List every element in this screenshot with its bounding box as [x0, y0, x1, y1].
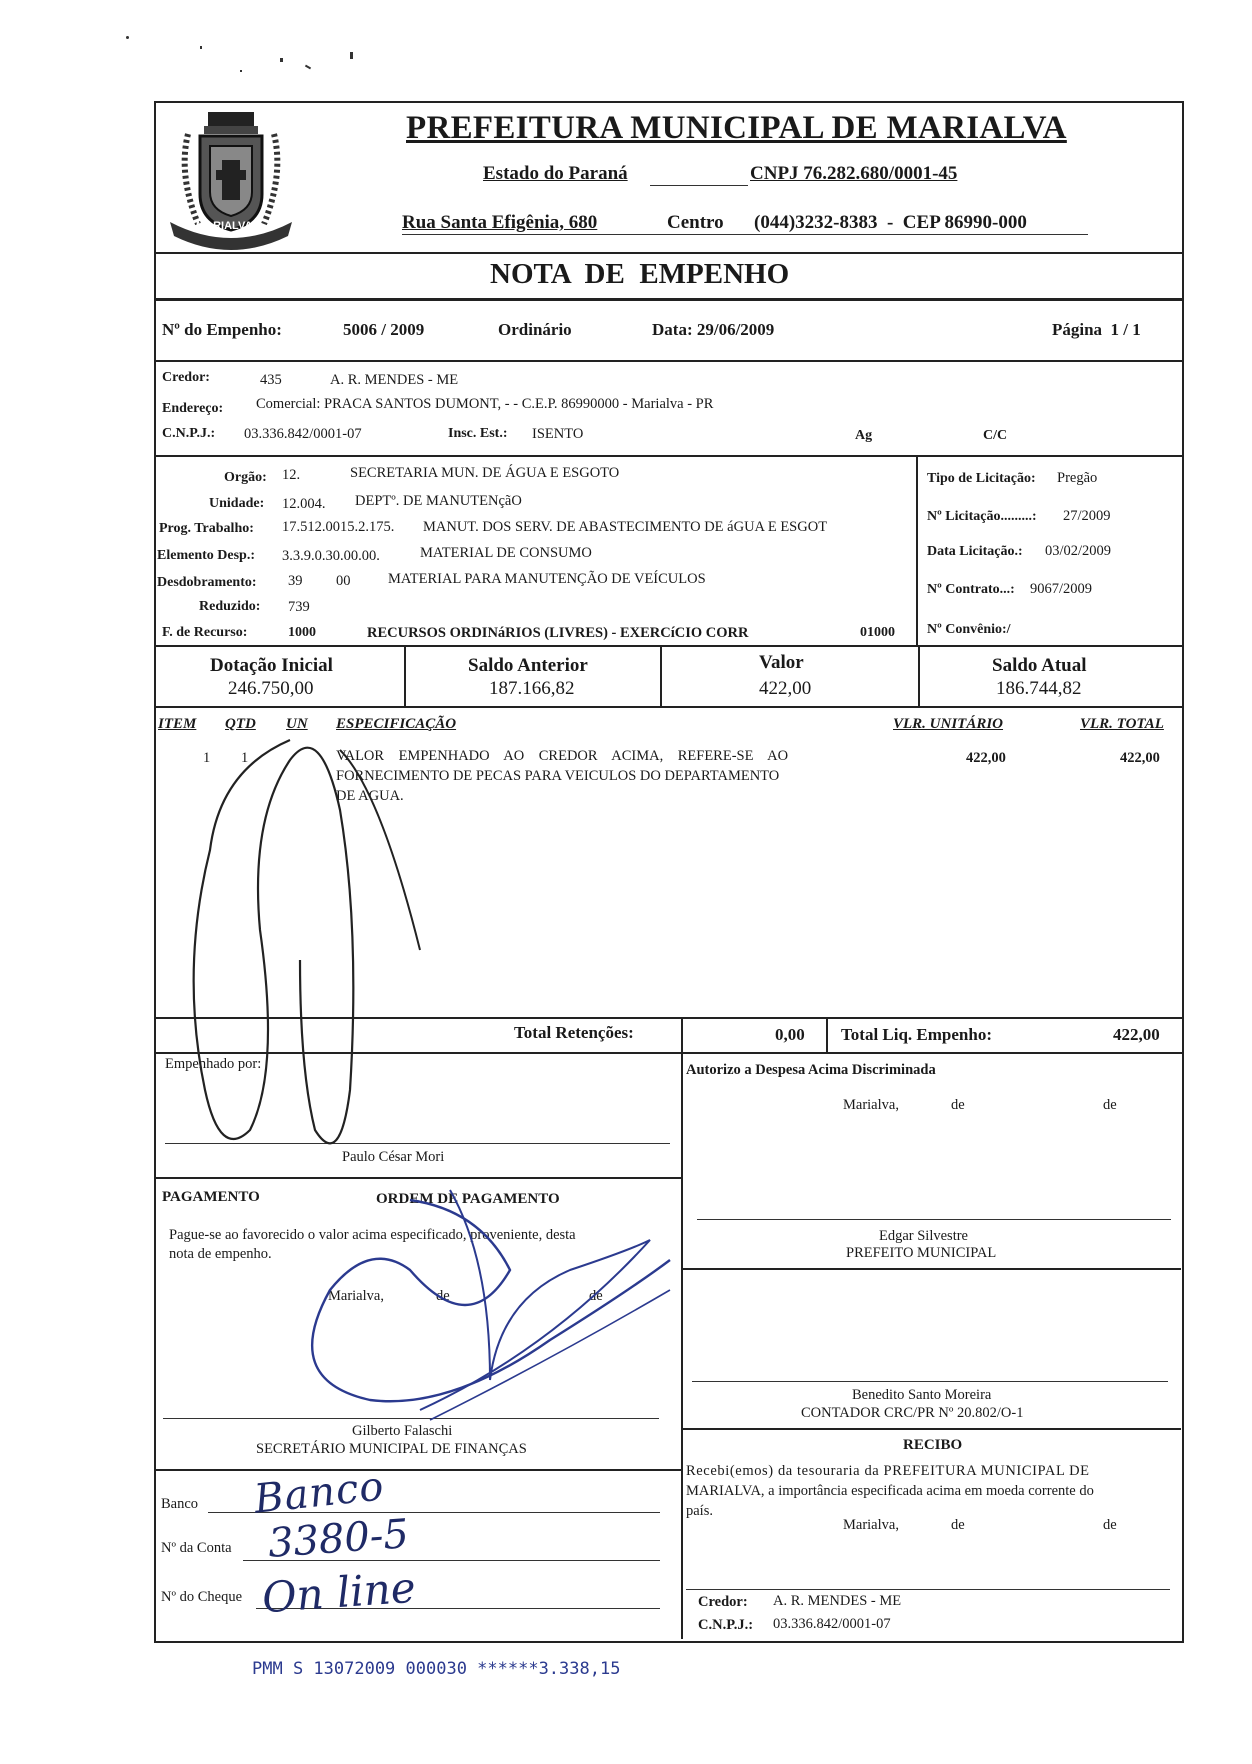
divider	[681, 1018, 683, 1052]
saldo-anterior: 187.166,82	[489, 678, 575, 699]
scan-speck	[200, 46, 202, 49]
pagamento-label: PAGAMENTO	[162, 1189, 260, 1205]
item-vlr-total: 422,00	[1120, 750, 1160, 766]
col-un: UN	[286, 716, 308, 732]
recibo-cnpj: 03.336.842/0001-07	[773, 1616, 891, 1632]
col-item: ITEM	[158, 716, 197, 732]
bairro: Centro	[667, 212, 724, 233]
unidade-codigo: 12.004.	[282, 496, 326, 512]
conta-corrente-label: C/C	[983, 428, 1008, 443]
divider	[681, 1428, 1181, 1430]
prefeito-cargo: PREFEITO MUNICIPAL	[846, 1245, 997, 1261]
empenhado-por-label: Empenhado por:	[165, 1056, 262, 1072]
total-retencoes: 0,00	[775, 1025, 805, 1044]
divider	[154, 1177, 682, 1179]
pagamento-de-1: de	[436, 1288, 450, 1304]
scan-speck	[280, 58, 283, 62]
saldo-atual-label: Saldo Atual	[992, 655, 1087, 676]
agencia-label: Ag	[855, 428, 873, 443]
banco-label: Banco	[161, 1496, 199, 1512]
data-licitacao: 03/02/2009	[1045, 543, 1112, 559]
empenho-number: 5006 / 2009	[343, 320, 425, 339]
insc-est: ISENTO	[532, 426, 584, 442]
pagamento-local: Marialva,	[328, 1288, 384, 1304]
convenio-label: Nº Convênio:/	[927, 622, 1011, 637]
autorizo-de-2: de	[1103, 1097, 1117, 1113]
total-liq-empenho: 422,00	[1113, 1025, 1160, 1044]
signature-line	[692, 1381, 1168, 1382]
divider	[154, 1469, 682, 1471]
item-especificacao-linha-1: VALOR EMPENHADO AO CREDOR ACIMA, REFERE-SE AO	[336, 748, 789, 764]
total-retencoes-label: Total Retenções:	[514, 1023, 634, 1042]
estado-underline	[650, 185, 748, 186]
saldo-atual: 186.744,82	[996, 678, 1082, 699]
endereco-label: Endereço:	[162, 401, 224, 416]
scan-speck	[240, 70, 242, 72]
recibo-de-1: de	[951, 1517, 965, 1533]
autenticacao-mecanica: PMM S 13072009 000030 ******3.338,15	[252, 1659, 621, 1679]
desdobramento-label: Desdobramento:	[157, 575, 257, 590]
banco-handwritten: Banco	[251, 1463, 387, 1523]
autorizo-local: Marialva,	[843, 1097, 899, 1113]
divider	[660, 646, 662, 706]
address-underline	[402, 234, 1088, 235]
pagamento-de-2: de	[589, 1288, 603, 1304]
recibo-credor: A. R. MENDES - ME	[773, 1593, 902, 1609]
cnpj-prefeitura: CNPJ 76.282.680/0001-45	[750, 163, 958, 184]
valor: 422,00	[759, 678, 812, 699]
contrato: 9067/2009	[1030, 581, 1093, 597]
signature-empenho-scribble	[150, 730, 470, 1170]
elemento-label: Elemento Desp.:	[157, 548, 255, 563]
prog-trabalho-codigo: 17.512.0015.2.175.	[282, 519, 395, 535]
item-especificacao-linha-3: DE AGUA.	[336, 788, 404, 804]
col-vlr-unitario: VLR. UNITÁRIO	[893, 716, 1004, 732]
empenhado-por-nome: Paulo César Mori	[342, 1149, 445, 1165]
insc-est-label: Insc. Est.:	[448, 426, 508, 441]
col-vlr-total: VLR. TOTAL	[1080, 716, 1164, 732]
secretario-nome: Gilberto Falaschi	[352, 1423, 453, 1439]
item-vlr-unitario: 422,00	[966, 750, 1006, 766]
credor-label: Credor:	[162, 370, 210, 385]
credor-endereco: Comercial: PRACA SANTOS DUMONT, - - C.E.P. 86990000 - Marialva - PR	[256, 396, 714, 412]
contrato-label: Nº Contrato...:	[927, 582, 1015, 597]
divider	[154, 645, 1182, 647]
conta-handwritten: 3380-5	[266, 1511, 411, 1567]
recibo-de-2: de	[1103, 1517, 1117, 1533]
secretario-cargo: SECRETÁRIO MUNICIPAL DE FINANÇAS	[256, 1441, 527, 1457]
pagamento-texto-2: nota de empenho.	[169, 1246, 272, 1262]
empenho-number-label: Nº do Empenho:	[162, 320, 282, 339]
divider	[154, 706, 1182, 708]
elemento-codigo: 3.3.9.0.30.00.00.	[282, 548, 380, 564]
signature-line	[686, 1589, 1170, 1590]
municipal-crest-icon	[158, 104, 304, 252]
item-qtd: 1	[241, 750, 249, 766]
contador-cargo: CONTADOR CRC/PR Nº 20.802/O-1	[801, 1405, 1024, 1421]
recibo-texto-2: MARIALVA, a importância especificada acima em moeda corrente do	[686, 1483, 1094, 1499]
crest-ribbon-text: MARIALVA	[196, 220, 253, 232]
recibo-credor-label: Credor:	[698, 1594, 748, 1610]
scan-speck	[305, 65, 311, 70]
document-title: NOTA DE EMPENHO	[490, 258, 790, 290]
divider	[916, 456, 918, 646]
item-especificacao-linha-2: FORNECIMENTO DE PECAS PARA VEICULOS DO DEPARTAMENTO	[336, 768, 780, 784]
numero-licitacao: 27/2009	[1063, 508, 1111, 524]
telefone-cep: (044)3232-8383 - CEP 86990-000	[754, 212, 1027, 233]
empenho-data: Data: 29/06/2009	[652, 320, 775, 339]
prog-trabalho-label: Prog. Trabalho:	[159, 521, 254, 536]
ordem-pagamento-label: ORDEM DE PAGAMENTO	[376, 1191, 560, 1207]
cheque-label: Nº do Cheque	[161, 1589, 243, 1605]
divider	[154, 298, 1182, 301]
recibo-texto-1: Recebi(emos) da tesouraria da PREFEITURA MUNICIPAL DE	[686, 1463, 1090, 1479]
cnpj-label: C.N.P.J.:	[162, 426, 216, 441]
orgao-codigo: 12.	[282, 467, 301, 483]
endereco-prefeitura: Rua Santa Efigênia, 680	[402, 212, 598, 233]
elemento: MATERIAL DE CONSUMO	[420, 545, 592, 561]
credor-cnpj: 03.336.842/0001-07	[244, 426, 362, 442]
orgao-label: Orgão:	[224, 470, 267, 485]
valor-label: Valor	[759, 652, 804, 673]
page-title: PREFEITURA MUNICIPAL DE MARIALVA	[406, 110, 1067, 146]
scan-speck	[350, 52, 353, 59]
fonte-recurso: RECURSOS ORDINáRIOS (LIVRES) - EXERCíCIO CORR	[367, 625, 749, 641]
prog-trabalho: MANUT. DOS SERV. DE ABASTECIMENTO DE áGUA E ESGOT	[423, 519, 828, 535]
pagamento-texto-1: Pague-se ao favorecido o valor acima especificado, proveniente, desta	[169, 1227, 576, 1243]
cheque-handwritten: On line	[260, 1562, 418, 1623]
credor-codigo: 435	[260, 372, 282, 388]
recibo-texto-3: país.	[686, 1503, 713, 1519]
recibo-cnpj-label: C.N.P.J.:	[698, 1617, 754, 1633]
recibo-label: RECIBO	[903, 1437, 963, 1453]
unidade: DEPTº. DE MANUTENçãO	[355, 493, 522, 509]
autorizo-de-1: de	[951, 1097, 965, 1113]
autorizo-label: Autorizo a Despesa Acima Discriminada	[686, 1062, 936, 1078]
tipo-licitacao: Pregão	[1057, 470, 1098, 486]
divider	[404, 646, 406, 706]
divider	[154, 455, 1182, 457]
item-numero: 1	[203, 750, 211, 766]
divider	[154, 360, 1182, 362]
desdobramento-codigo: 39	[288, 573, 303, 589]
divider	[918, 646, 920, 706]
signature-line	[697, 1219, 1171, 1220]
dotacao-inicial: 246.750,00	[228, 678, 314, 699]
empenho-tipo: Ordinário	[498, 320, 572, 339]
col-especificacao: ESPECIFICAÇÃO	[336, 716, 457, 732]
total-liq-empenho-label: Total Liq. Empenho:	[841, 1025, 992, 1044]
divider	[826, 1018, 828, 1052]
numero-licitacao-label: Nº Licitação.........:	[927, 509, 1037, 524]
desdobramento: MATERIAL PARA MANUTENÇÃO DE VEÍCULOS	[388, 571, 706, 587]
fonte-recurso-codigo: 1000	[288, 625, 316, 640]
signature-secretario	[250, 1180, 690, 1440]
fonte-recurso-label: F. de Recurso:	[162, 625, 248, 640]
reduzido-label: Reduzido:	[199, 599, 261, 614]
desdobramento-subcodigo: 00	[336, 573, 351, 589]
tipo-licitacao-label: Tipo de Licitação:	[927, 471, 1036, 486]
contador-nome: Benedito Santo Moreira	[852, 1387, 992, 1403]
saldo-anterior-label: Saldo Anterior	[468, 655, 588, 676]
orgao: SECRETARIA MUN. DE ÁGUA E ESGOTO	[350, 465, 620, 481]
dotacao-inicial-label: Dotação Inicial	[210, 655, 333, 676]
recibo-local: Marialva,	[843, 1517, 899, 1533]
estado: Estado do Paraná	[483, 163, 628, 184]
divider	[154, 252, 1182, 254]
unidade-label: Unidade:	[209, 496, 265, 511]
credor-nome: A. R. MENDES - ME	[330, 372, 459, 388]
reduzido: 739	[288, 599, 310, 615]
conta-label: Nº da Conta	[161, 1540, 232, 1556]
data-licitacao-label: Data Licitação.:	[927, 544, 1023, 559]
col-qtd: QTD	[225, 716, 256, 732]
divider	[681, 1268, 1181, 1270]
scan-speck	[126, 36, 129, 39]
page-number: Página 1 / 1	[1052, 320, 1141, 339]
prefeito-nome: Edgar Silvestre	[879, 1228, 968, 1244]
fonte-recurso-codigo-2: 01000	[860, 625, 895, 640]
